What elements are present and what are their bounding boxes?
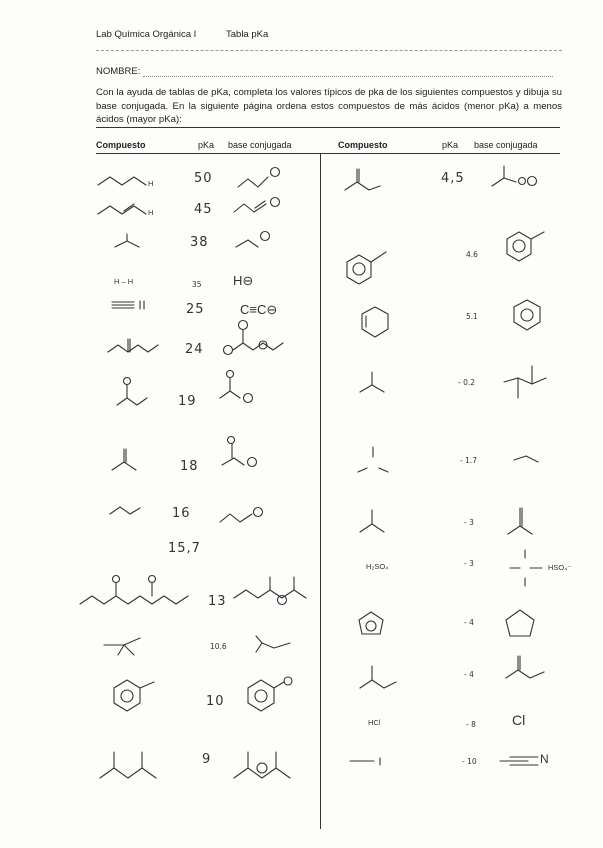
alcohol-structure <box>110 507 140 514</box>
ammonium-structure <box>104 638 140 655</box>
acetylide-label: C≡C⊖ <box>240 302 278 317</box>
pka-right-2: 4.6 <box>466 250 478 259</box>
acetone-structure <box>508 508 532 534</box>
pka-right-6: - 3 <box>464 518 474 527</box>
alkoxide-structure <box>220 508 263 523</box>
instructions-text: Con la ayuda de tablas de pKa, completa los valores típicos de pka de los siguientes compuestos y dibuja su base conjugada. En la siguiente página ordena estos compuestos de más ácidos (menor pKa) a menos ácidos (mayor pKa): <box>96 87 562 125</box>
pka-right-5: - 1.7 <box>460 456 478 465</box>
pyrrolium-structure <box>359 612 383 634</box>
course-title: Lab Química Orgánica I <box>96 29 197 40</box>
col-base-left: base conjugada <box>228 140 292 150</box>
chloride-label: Cl <box>512 712 526 728</box>
diketone-enolate-structure <box>234 752 290 778</box>
pka-left-2: 45 <box>194 202 213 217</box>
pka-right-11: - 10 <box>462 757 477 766</box>
pka-left-8: 18 <box>180 459 199 474</box>
protonated-ester-structure <box>360 666 396 688</box>
ketoester-enolate-structure <box>234 577 306 605</box>
amide-structure <box>112 449 136 470</box>
pka-right-3: 5.1 <box>466 312 478 321</box>
allyl-anion-structure <box>234 198 280 213</box>
alkyne-structure <box>112 301 144 309</box>
pka-right-8: - 4 <box>464 618 474 627</box>
ketone-structure <box>117 378 147 406</box>
pyrrolidine-structure <box>506 610 534 636</box>
amide-base-structure <box>222 437 257 467</box>
alkene-structure <box>98 204 146 214</box>
hso4-label: HSO₄⁻ <box>548 563 572 572</box>
pka-left-3: 38 <box>190 235 209 250</box>
dma-structure <box>504 366 546 398</box>
pka-left-9: 16 <box>172 506 191 521</box>
pka-right-1: 4,5 <box>441 171 465 186</box>
pka-left-1: 50 <box>194 171 213 186</box>
ester-structure <box>108 339 158 352</box>
pka-left-4: 35 <box>192 280 202 289</box>
h2so4-label: H₂SO₄ <box>366 562 389 571</box>
pka-right-10: - 8 <box>466 720 476 729</box>
phenoxide-structure <box>248 677 292 711</box>
atom-h: H <box>148 179 154 188</box>
pka-left-13: 10 <box>206 694 225 709</box>
hcl-label: HCl <box>368 718 381 727</box>
acetonitrile-structure <box>500 757 538 765</box>
water-structure <box>514 456 538 462</box>
ketoester-structure <box>80 576 188 605</box>
col-base-right: base conjugada <box>474 140 538 150</box>
amide-anion-structure <box>236 232 270 248</box>
col-pka-left: pKa <box>198 140 215 150</box>
pka-right-9: - 4 <box>464 670 474 679</box>
pka-left-5: 25 <box>186 302 205 317</box>
phenol-structure <box>114 680 154 711</box>
pka-right-7: - 3 <box>464 559 474 568</box>
h2-label: H – H <box>114 277 134 286</box>
alkyl-anion-structure <box>238 168 280 188</box>
sheet-subtitle: Tabla pKa <box>226 29 269 40</box>
diketone-structure <box>100 752 156 778</box>
pka-left-12: 10.6 <box>210 642 227 651</box>
pka-left-14: 9 <box>202 752 212 767</box>
pka-left-11: 13 <box>208 594 227 609</box>
pyridine-structure <box>514 300 540 330</box>
aniline-structure <box>507 232 544 261</box>
pka-right-4: - 0.2 <box>458 378 476 387</box>
nitrilium-structure <box>350 758 380 765</box>
hydronium-structure <box>358 447 388 472</box>
ketone-enolate-structure <box>220 371 253 403</box>
pyridinium-structure <box>362 307 388 337</box>
col-compound-right: Compuesto <box>338 140 388 150</box>
amine-base-structure <box>256 636 290 652</box>
anilinium-structure <box>347 252 386 284</box>
amine-structure <box>115 234 139 247</box>
protonated-amide-structure <box>360 372 384 392</box>
acetic-acid-structure <box>345 169 380 190</box>
protonated-acetone-structure <box>360 510 384 532</box>
atom-h: H <box>148 208 154 217</box>
enolate-structure <box>224 321 284 355</box>
nitrile-n-label: N <box>540 752 549 766</box>
acetate-structure <box>492 166 537 186</box>
col-compound-left: Compuesto <box>96 140 146 150</box>
pka-left-7: 19 <box>178 394 197 409</box>
hydride-label: H⊖ <box>233 273 254 288</box>
methyl-acetate-structure <box>506 656 544 678</box>
pka-left-10: 15,7 <box>168 541 201 556</box>
name-label: NOMBRE: <box>96 66 141 77</box>
pka-left-6: 24 <box>185 342 204 357</box>
alkane-structure <box>98 177 146 185</box>
col-pka-right: pKa <box>442 140 459 150</box>
sulfate-structure <box>510 550 542 586</box>
